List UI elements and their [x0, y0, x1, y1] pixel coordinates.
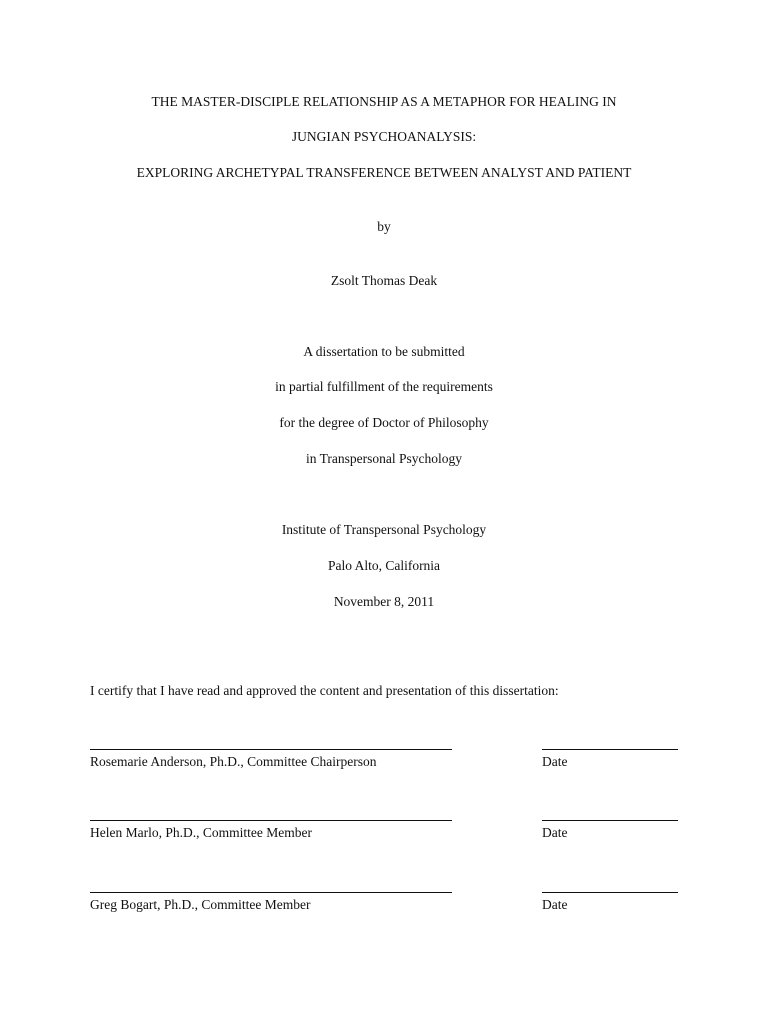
institution-name: Institute of Transpersonal Psychology [281, 522, 487, 537]
certification-statement: I certify that I have read and approved the content and presentation of this dissertation: [90, 683, 559, 698]
by-label: by [377, 219, 391, 234]
title-line-2: JUNGIAN PSYCHOANALYSIS: [291, 129, 477, 144]
date-line [542, 749, 678, 750]
signature-line [90, 749, 452, 750]
statement-line-2: in partial fulfillment of the requirements [275, 379, 493, 394]
institution-location: Palo Alto, California [327, 558, 441, 573]
author-name: Zsolt Thomas Deak [330, 273, 438, 288]
date-label: Date [542, 754, 568, 769]
signatory-name: Greg Bogart, Ph.D., Committee Member [90, 897, 311, 912]
subtitle: EXPLORING ARCHETYPAL TRANSFERENCE BETWEEN ANALYST AND PATIENT [136, 165, 632, 180]
date-line [542, 820, 678, 821]
signature-line [90, 892, 452, 893]
submission-date: November 8, 2011 [333, 594, 435, 609]
signatory-name: Helen Marlo, Ph.D., Committee Member [90, 825, 312, 840]
title-line-1: THE MASTER-DISCIPLE RELATIONSHIP AS A METAPHOR FOR HEALING IN [151, 94, 617, 109]
date-label: Date [542, 897, 568, 912]
statement-line-1: A dissertation to be submitted [303, 344, 465, 359]
date-label: Date [542, 825, 568, 840]
signature-line [90, 820, 452, 821]
signatory-name: Rosemarie Anderson, Ph.D., Committee Chairperson [90, 754, 377, 769]
statement-line-3: for the degree of Doctor of Philosophy [279, 415, 489, 430]
date-line [542, 892, 678, 893]
statement-line-4: in Transpersonal Psychology [305, 451, 462, 466]
